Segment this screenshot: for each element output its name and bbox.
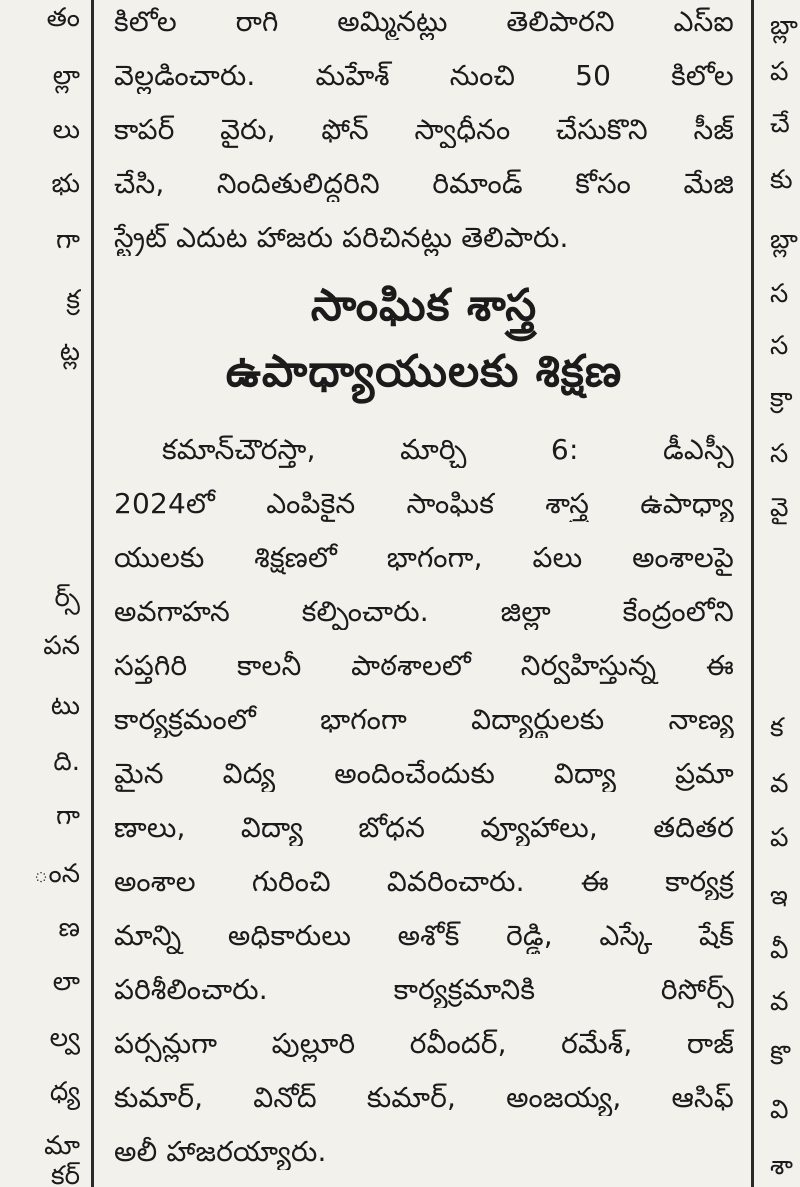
right-fragment-line: ప xyxy=(770,823,789,853)
article-headline-line: సాంఘిక శాస్త్ర xyxy=(310,280,538,331)
right-fragment-line: క xyxy=(770,713,784,743)
left-fragment-line: ది. xyxy=(53,747,80,777)
right-fragment-line: వ xyxy=(770,987,789,1017)
right-fragment-line: బ్లా xyxy=(770,11,798,41)
right-column-fragment xyxy=(760,0,800,1187)
left-fragment-line: భు xyxy=(51,169,80,199)
article-text-line: పర్సన్లుగా పుల్లూరి రవీందర్, రమేశ్, రాజ్ xyxy=(114,1027,734,1060)
article-text-line: 2024లో ఎంపికైన సాంఘిక శాస్త్ర ఉపాధ్యా xyxy=(114,487,734,520)
left-fragment-line: గా xyxy=(56,801,80,831)
article-text-line: కిలోల రాగి అమ్మినట్లు తెలిపారని ఎస్ఐ xyxy=(114,5,734,38)
news-article xyxy=(114,0,734,1187)
left-fragment-line: ట్ల xyxy=(59,337,80,367)
article-text-line: కార్యక్రమంలో భాగంగా విద్యార్థులకు నాణ్య xyxy=(114,703,734,736)
left-fragment-line: ణ xyxy=(58,913,80,943)
right-fragment-line: శా xyxy=(770,1151,793,1181)
left-fragment-line: ల్వ xyxy=(49,1023,80,1053)
article-text-line: చేసి, నిందితులిద్దరిని రిమాండ్ కోసం మేజి xyxy=(114,167,734,200)
article-text-line: సప్తగిరి కాలనీ పాఠశాలలో నిర్వహిస్తున్న ఈ xyxy=(114,649,734,682)
left-fragment-line: లు xyxy=(52,115,80,145)
right-fragment-line: స xyxy=(770,331,789,361)
right-fragment-line: చే xyxy=(770,109,790,139)
right-fragment-line: వై xyxy=(770,493,789,523)
right-fragment-line: బ్లా xyxy=(770,225,798,255)
article-text-line: యులకు శిక్షణలో భాగంగా, పలు అంశాలపై xyxy=(114,541,734,574)
left-fragment-line: కర్ xyxy=(51,1161,80,1187)
article-text-line: మాన్ని అధికారులు అశోక్ రెడ్డి, ఎస్కే షేక్ xyxy=(114,919,734,952)
right-fragment-line: స xyxy=(770,439,789,469)
article-text-line: స్ట్రేట్ ఎదుట హాజరు పరిచినట్లు తెలిపారు. xyxy=(114,221,569,254)
column-rule-right xyxy=(751,0,754,1187)
left-fragment-line: తం xyxy=(46,3,80,33)
left-fragment-line: పన xyxy=(43,631,80,661)
right-fragment-line: వి xyxy=(770,1095,789,1125)
right-fragment-line: కు xyxy=(770,165,793,195)
right-fragment-line: వ xyxy=(770,769,789,799)
right-fragment-line: ప xyxy=(770,57,789,87)
left-fragment-line: క్ర xyxy=(66,285,80,315)
left-fragment-line: మా xyxy=(44,1131,80,1161)
left-fragment-line: ర్స్ xyxy=(54,583,80,613)
article-text-line: పరిశీలించారు. కార్యక్రమానికి రిసోర్స్ xyxy=(114,973,734,1006)
article-text-line: అలీ హాజరయ్యారు. xyxy=(114,1135,327,1168)
article-text-line: కుమార్, వినోద్ కుమార్, అంజయ్య, ఆసిఫ్ xyxy=(114,1081,734,1114)
article-text-line: మైన విద్య అందించేందుకు విద్యా ప్రమా xyxy=(114,757,734,790)
left-fragment-line: ంన xyxy=(33,859,80,889)
article-text-line: అంశాల గురించి వివరించారు. ఈ కార్యక్ర xyxy=(114,865,734,898)
article-text-line: ణాలు, విద్యా బోధన వ్యూహాలు, తదితర xyxy=(114,811,734,844)
article-dateline: కమాన్‌చౌరస్తా, మార్చి 6: డీఎస్సీ xyxy=(162,433,734,466)
article-text-line: అవగాహన కల్పించారు. జిల్లా కేంద్రంలోని xyxy=(114,595,734,628)
right-fragment-line: కొ xyxy=(770,1041,791,1071)
article-text-line: వెల్లడించారు. మహేశ్ నుంచి 50 కిలోల xyxy=(114,59,734,92)
article-text-line: కాపర్ వైరు, ఫోన్ స్వాధీనం చేసుకొని సీజ్ xyxy=(114,113,734,146)
right-fragment-line: క్రా xyxy=(770,383,793,413)
left-fragment-line: టు xyxy=(50,691,80,721)
left-fragment-line: ధ్య xyxy=(49,1077,80,1107)
right-fragment-line: వీ xyxy=(770,935,789,965)
left-fragment-line: లా xyxy=(52,967,80,997)
left-column-fragment xyxy=(0,0,84,1187)
column-rule-left xyxy=(91,0,94,1187)
left-fragment-line: ల్లా xyxy=(52,61,80,91)
right-fragment-line: స xyxy=(770,279,789,309)
right-fragment-line: ఇ xyxy=(770,881,788,911)
article-headline-line: ఉపాధ్యాయులకు శిక్షణ xyxy=(225,346,623,397)
left-fragment-line: గా xyxy=(56,225,80,255)
